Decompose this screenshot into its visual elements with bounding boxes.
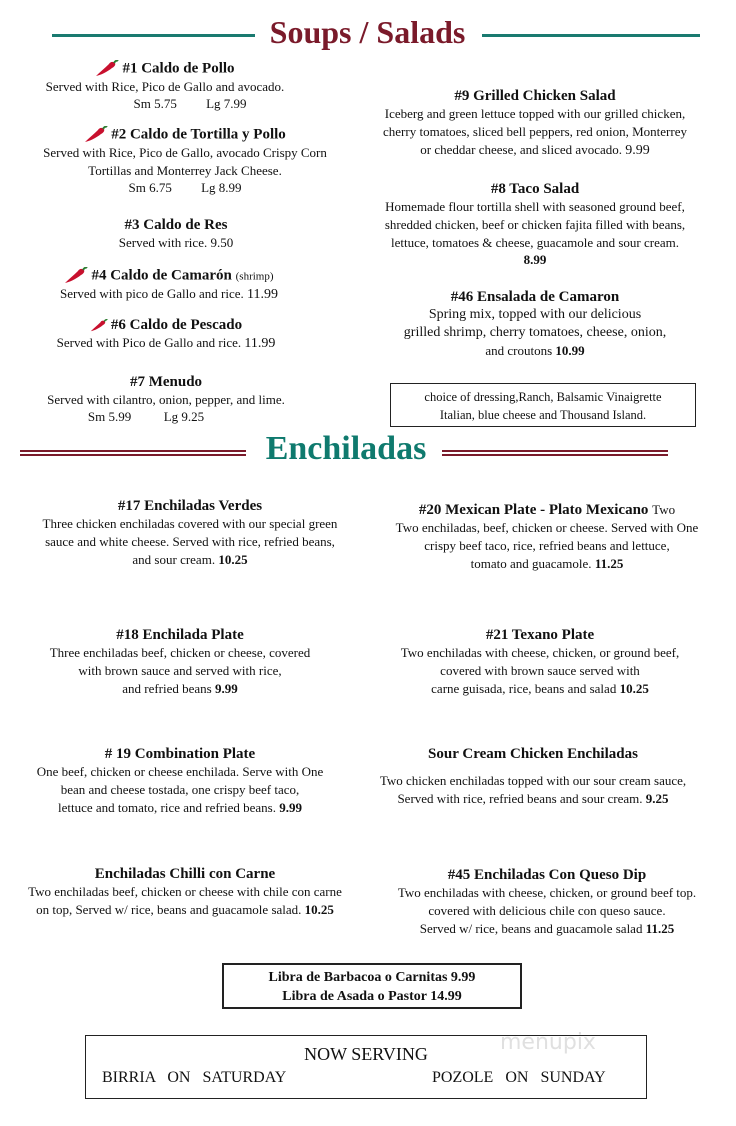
enchiladas-header: Enchiladas [265, 430, 427, 467]
item-description: Served with rice. 9.50 [118, 235, 234, 250]
item-description-text: and sour cream. [132, 552, 216, 567]
item-description [15, 551, 365, 569]
enchiladas-rule-right [442, 450, 668, 456]
item-price: 9.25 [645, 791, 669, 806]
menu-item-taco-salad [358, 181, 712, 268]
item-description: Three enchiladas beef, chicken or cheese, covered [49, 645, 311, 660]
item-description-text: lettuce and tomato, rice and refried beans. [57, 800, 276, 815]
item-description: crispy beef taco, rice, refried beans and lettuce, [424, 538, 670, 553]
menu-item-enchiladas-verdes [15, 498, 365, 569]
item-title-note: Two [652, 502, 676, 517]
now-serving-birria: BIRRIA ON SATURDAY [102, 1069, 287, 1086]
item-title: #7 Menudo [129, 374, 203, 390]
menu-item-sour-cream-chicken-enchiladas [352, 746, 714, 808]
item-description-text: on top, Served w/ rice, beans and guacamole salad. [36, 902, 302, 917]
item-description [372, 555, 722, 573]
item-title-text: #4 Caldo de Camarón [91, 267, 232, 284]
item-title-text: #1 Caldo de Pollo [122, 60, 235, 77]
item-price: 11.25 [594, 556, 624, 571]
dressing-choices-box [390, 383, 696, 427]
menu-item-caldo-de-tortilla [0, 126, 370, 196]
item-description: shredded chicken, beef or chicken fajita filled with beans, [384, 217, 686, 232]
item-description: Two enchiladas beef, chicken or cheese with chile con carne [28, 884, 342, 899]
libra-box [222, 963, 522, 1009]
item-sizes [0, 180, 370, 196]
item-description: One beef, chicken or cheese enchilada. Serve with One [36, 764, 324, 779]
item-title [0, 317, 332, 334]
item-title-text: #2 Caldo de Tortilla y Pollo [111, 126, 286, 143]
menu-item-grilled-chicken-salad [358, 88, 712, 160]
item-description: covered with brown sauce served with [440, 663, 640, 678]
size-price: 5.75 [154, 96, 177, 111]
item-description: Spring mix, topped with our delicious [428, 307, 642, 322]
item-title: #17 Enchiladas Verdes [117, 498, 263, 514]
item-price: 11.99 [247, 287, 278, 302]
libra-line: Libra de Asada o Pastor 14.99 [282, 989, 462, 1004]
item-description-text: and croutons [485, 343, 553, 358]
size-price: 9.25 [181, 409, 205, 424]
now-serving-box [85, 1035, 647, 1099]
item-description: cherry tomatoes, sliced bell peppers, red onion, Monterrey [383, 124, 687, 139]
header-rule-right [482, 34, 700, 37]
chili-pepper-icon [90, 319, 108, 333]
item-title [0, 267, 338, 285]
item-description-text: Served with pico de Gallo and rice. [60, 286, 244, 301]
item-description: Two enchiladas with cheese, chicken, or ground beef, [400, 645, 680, 660]
menu-item-mexican-plate [372, 502, 722, 573]
item-price: 10.25 [304, 902, 334, 917]
item-description-text: tomato and guacamole. [470, 556, 592, 571]
item-description [372, 920, 722, 938]
item-description: Two chicken enchiladas topped with our sour cream sauce, [379, 773, 687, 788]
item-title: #3 Caldo de Res [124, 217, 228, 233]
watermark-logo: menupix [500, 1030, 596, 1055]
size-label: Sm [87, 409, 106, 424]
item-description [358, 342, 712, 360]
menu-item-caldo-de-camaron [0, 267, 338, 304]
item-description-text: or cheddar cheese, and sliced avocado. [420, 142, 622, 157]
size-label: Lg [206, 96, 221, 111]
item-description: sauce and white cheese. Served with rice, refried beans, [45, 534, 335, 549]
item-title: #8 Taco Salad [490, 181, 580, 197]
enchiladas-rule-left [20, 450, 246, 456]
item-title: #21 Texano Plate [485, 627, 595, 643]
chili-pepper-icon [95, 60, 119, 78]
item-description-text: Served with Pico de Gallo and rice. [56, 335, 242, 350]
item-description: covered with delicious chile con queso sauce. [428, 903, 666, 918]
item-title: #46 Ensalada de Camaron [450, 289, 620, 305]
item-title-note: (shrimp) [235, 270, 274, 283]
item-title [0, 126, 370, 144]
now-serving-title: NOW SERVING [304, 1044, 428, 1064]
item-title-text: #6 Caldo de Pescado [110, 317, 243, 333]
item-description-text: carne guisada, rice, beans and salad [431, 681, 617, 696]
item-description [0, 799, 360, 817]
dressing-line: Italian, blue cheese and Thousand Island. [439, 408, 647, 422]
item-price: 8.99 [523, 252, 547, 267]
menu-item-texano-plate [370, 627, 710, 698]
item-description: Tortillas and Monterrey Jack Cheese. [88, 163, 282, 178]
menu-item-caldo-de-pescado [0, 317, 332, 353]
item-description: Two enchiladas with cheese, chicken, or ground beef top. [397, 885, 697, 900]
item-price: 11.25 [645, 921, 675, 936]
item-price: 9.99 [215, 681, 238, 696]
item-title-text: #20 Mexican Plate - Plato Mexicano [418, 502, 649, 518]
item-description: grilled shrimp, cherry tomatoes, cheese, onion, [403, 325, 667, 340]
size-label: Sm [133, 96, 151, 111]
item-price: 9.99 [625, 143, 650, 158]
item-title: Sour Cream Chicken Enchiladas [428, 746, 638, 762]
menu-item-ensalada-de-camaron [358, 289, 712, 360]
menu-item-caldo-de-res [0, 217, 352, 252]
menu-item-caldo-de-pollo [0, 60, 330, 112]
menu-item-enchiladas-con-queso-dip [372, 867, 722, 938]
item-description [0, 285, 338, 304]
size-price: 7.99 [223, 96, 247, 111]
item-title [0, 60, 330, 78]
soups-salads-header: Soups / Salads [269, 14, 466, 50]
item-title: Enchiladas Chilli con Carne [94, 866, 276, 882]
item-description: with brown sauce and served with rice, [78, 663, 282, 678]
libra-line: Libra de Barbacoa o Carnitas 9.99 [268, 970, 476, 985]
item-price: 9.99 [279, 800, 302, 815]
item-description: Served with cilantro, onion, pepper, and lime. [47, 392, 285, 407]
item-sizes [0, 96, 330, 112]
chili-pepper-icon [84, 126, 108, 144]
size-label: Lg [201, 180, 216, 195]
item-title: # 19 Combination Plate [104, 746, 256, 762]
item-title: #18 Enchilada Plate [116, 627, 244, 643]
item-description: Iceberg and green lettuce topped with our grilled chicken, [384, 106, 686, 121]
menu-item-menudo [0, 374, 332, 425]
item-description [352, 790, 714, 808]
item-description-text: Served w/ rice, beans and guacamole salad [419, 921, 643, 936]
menu-item-enchiladas-chilli-con-carne [5, 866, 365, 919]
item-price: 10.25 [218, 552, 248, 567]
item-description: Three chicken enchiladas covered with our special green [42, 516, 338, 531]
item-description: Served with Rice, Pico de Gallo, avocado Crispy Corn [43, 145, 327, 160]
item-title: #9 Grilled Chicken Salad [454, 88, 616, 104]
item-description [5, 680, 355, 698]
item-description: Two enchiladas, beef, chicken or cheese. Served with One [395, 520, 699, 535]
item-description [0, 334, 332, 353]
item-title: #45 Enchiladas Con Queso Dip [447, 867, 647, 883]
item-description-text: Served with rice, refried beans and sour cream. [397, 791, 643, 806]
chili-pepper-icon [64, 267, 88, 285]
item-sizes [0, 409, 332, 425]
item-description [5, 901, 365, 919]
size-label: Sm [128, 180, 146, 195]
item-description [370, 680, 710, 698]
item-description-text: and refried beans [122, 681, 212, 696]
menu-item-enchilada-plate [5, 627, 355, 698]
item-price: 11.99 [244, 336, 276, 351]
size-price: 6.75 [149, 180, 172, 195]
size-price: 5.99 [108, 409, 132, 424]
item-description [358, 141, 712, 160]
size-price: 8.99 [218, 180, 242, 195]
now-serving-pozole: POZOLE ON SUNDAY [432, 1069, 606, 1086]
item-description: bean and cheese tostada, one crispy beef taco, [60, 782, 300, 797]
menu-item-combination-plate [0, 746, 360, 817]
item-description: lettuce, tomatoes & cheese, guacamole and sour cream. [390, 235, 680, 250]
item-description: Homemade flour tortilla shell with seasoned ground beef, [385, 199, 685, 214]
header-rule-left [52, 34, 255, 37]
item-title [372, 502, 722, 519]
item-description: Served with Rice, Pico de Gallo and avocado. [45, 79, 285, 94]
item-price: 10.99 [555, 343, 585, 358]
item-price: 10.25 [619, 681, 649, 696]
dressing-line: choice of dressing,Ranch, Balsamic Vinaigrette [424, 390, 662, 404]
size-label: Lg [163, 409, 179, 424]
